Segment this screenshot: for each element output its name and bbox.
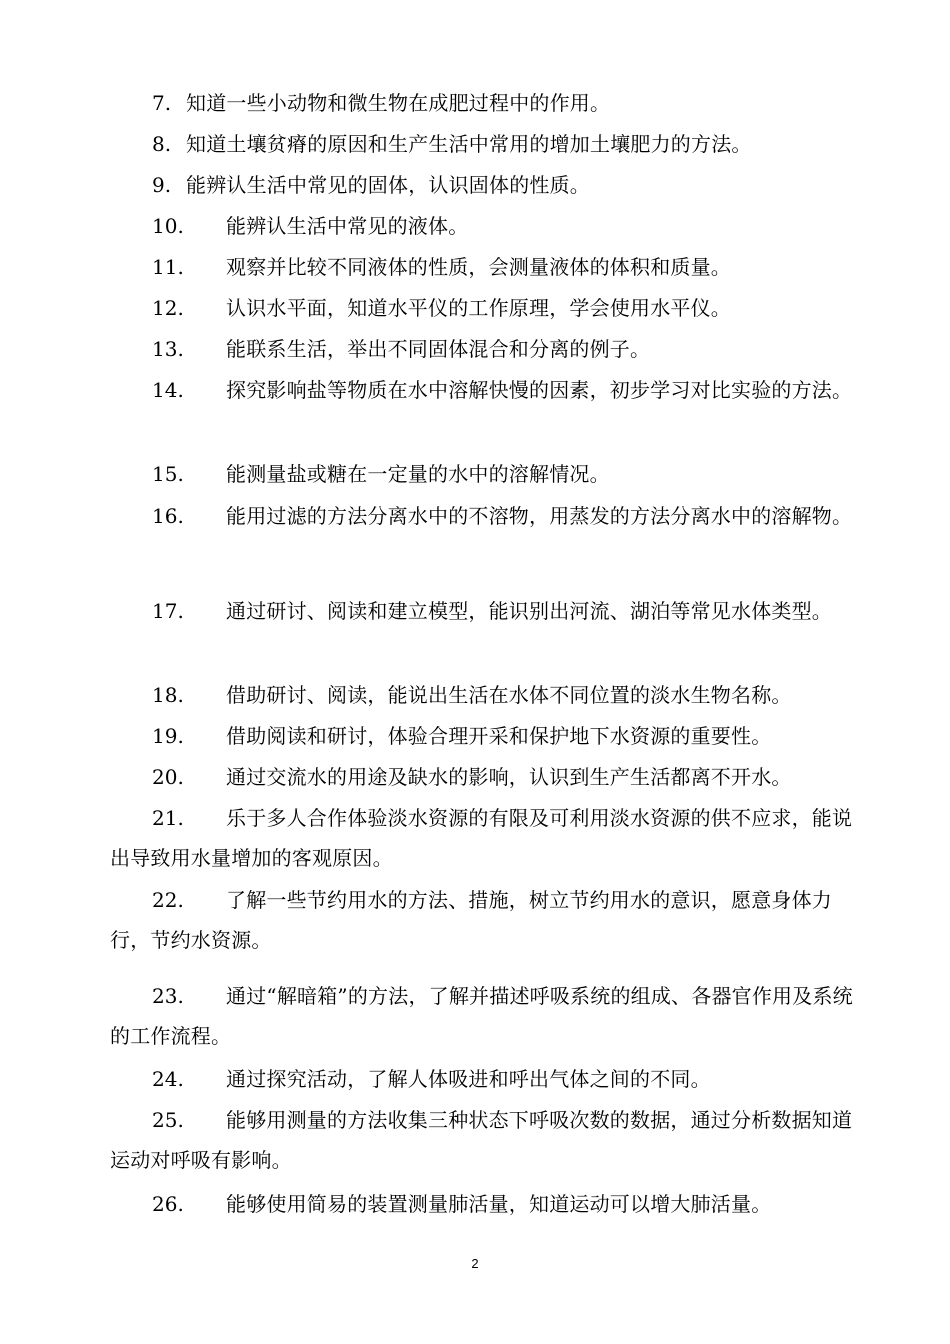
item-number: 17. <box>152 599 184 623</box>
item-number: 25. <box>152 1108 184 1132</box>
item-text: 乐于多人合作体验淡水资源的有限及可利用淡水资源的供不应求，能说出导致用水量增加的客观原因。 <box>110 806 853 870</box>
list-item <box>110 675 855 715</box>
list-item <box>110 454 855 494</box>
list-item <box>110 757 855 797</box>
item-text: 了解一些节约用水的方法、措施，树立节约用水的意识，愿意身体力行，节约水资源。 <box>110 888 832 952</box>
list-item <box>110 124 855 164</box>
list-item <box>110 247 855 287</box>
item-text: 能辨认生活中常见的液体。 <box>226 214 469 238</box>
item-number: 21. <box>152 806 184 830</box>
list-item <box>110 1184 855 1224</box>
list-item <box>110 83 855 123</box>
item-number: 11. <box>152 255 184 279</box>
item-number: 26. <box>152 1192 184 1216</box>
list-item <box>110 370 855 410</box>
item-text: 通过交流水的用途及缺水的影响，认识到生产生活都离不开水。 <box>226 765 792 789</box>
list-item <box>110 591 855 631</box>
list-item <box>110 798 855 878</box>
item-number: 22. <box>152 888 184 912</box>
item-text: 探究影响盐等物质在水中溶解快慢的因素，初步学习对比实验的方法。 <box>226 378 853 402</box>
item-number: 12. <box>152 296 184 320</box>
item-number: 14. <box>152 378 184 402</box>
item-text: 能够使用简易的装置测量肺活量，知道运动可以增大肺活量。 <box>226 1192 772 1216</box>
list-item <box>110 880 855 960</box>
item-number: 15. <box>152 462 184 486</box>
item-number: 24. <box>152 1067 184 1091</box>
list-item <box>110 1100 855 1180</box>
item-text: 知道土壤贫瘠的原因和生产生活中常用的增加土壤肥力的方法。 <box>186 132 752 156</box>
list-item <box>110 329 855 369</box>
item-number: 16. <box>152 504 184 528</box>
page-number: 2 <box>471 1256 479 1271</box>
list-item <box>110 206 855 246</box>
list-item <box>110 288 855 328</box>
item-number: 8. <box>152 132 172 156</box>
item-number: 9. <box>152 173 172 197</box>
item-text: 能用过滤的方法分离水中的不溶物，用蒸发的方法分离水中的溶解物。 <box>226 504 853 528</box>
item-number: 18. <box>152 683 184 707</box>
item-text: 知道一些小动物和微生物在成肥过程中的作用。 <box>186 91 611 115</box>
list-item <box>110 976 855 1056</box>
item-text: 能够用测量的方法收集三种状态下呼吸次数的数据，通过分析数据知道运动对呼吸有影响。 <box>110 1108 853 1172</box>
item-text: 通过“解暗箱”的方法，了解并描述呼吸系统的组成、各器官作用及系统的工作流程。 <box>110 984 853 1048</box>
item-number: 23. <box>152 984 184 1008</box>
item-text: 通过探究活动，了解人体吸进和呼出气体之间的不同。 <box>226 1067 711 1091</box>
item-text: 能测量盐或糖在一定量的水中的溶解情况。 <box>226 462 610 486</box>
item-text: 能联系生活，举出不同固体混合和分离的例子。 <box>226 337 651 361</box>
list-item <box>110 496 855 536</box>
list-item <box>110 1059 855 1099</box>
item-number: 20. <box>152 765 184 789</box>
item-text: 借助阅读和研讨，体验合理开采和保护地下水资源的重要性。 <box>226 724 772 748</box>
item-text: 能辨认生活中常见的固体，认识固体的性质。 <box>186 173 590 197</box>
item-number: 7. <box>152 91 172 115</box>
item-text: 观察并比较不同液体的性质，会测量液体的体积和质量。 <box>226 255 731 279</box>
item-text: 借助研讨、阅读，能说出生活在水体不同位置的淡水生物名称。 <box>226 683 792 707</box>
item-text: 通过研讨、阅读和建立模型，能识别出河流、湖泊等常见水体类型。 <box>226 599 832 623</box>
item-text: 认识水平面，知道水平仪的工作原理，学会使用水平仪。 <box>226 296 731 320</box>
list-item <box>110 716 855 756</box>
item-number: 10. <box>152 214 184 238</box>
item-number: 19. <box>152 724 184 748</box>
item-number: 13. <box>152 337 184 361</box>
list-item <box>110 165 855 205</box>
